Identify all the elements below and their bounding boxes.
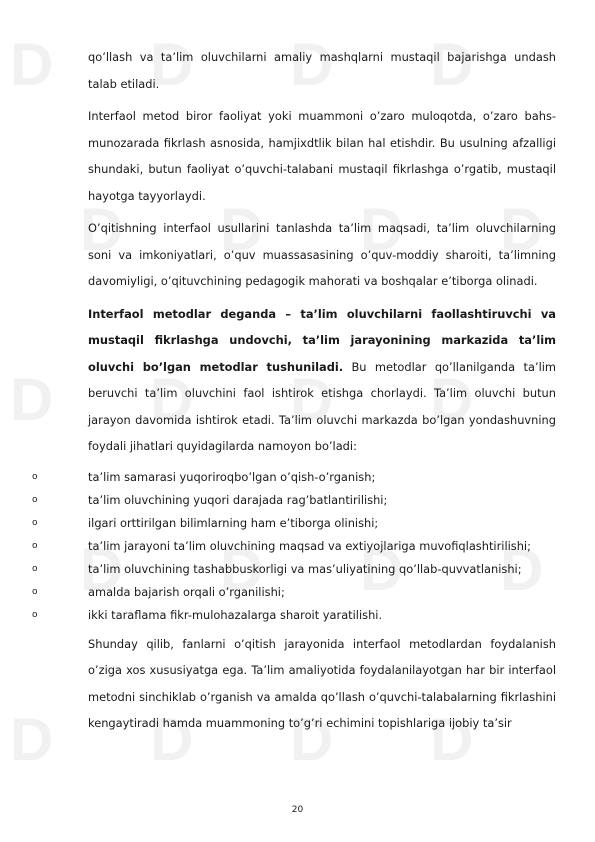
svg-text:D: D [80, 536, 124, 603]
svg-text:D: D [220, 536, 264, 603]
page-content [32, 44, 556, 743]
svg-text:D: D [80, 196, 124, 263]
bold-definition: Interfaol metodlar deganda – ta’lim oluvchilarni faollashtiruvchi va mustaqil fikrlashga undovchi, ta’lim jarayonining markazida ta’lim oluvchi bo’lgan metodlar tushuniladi. [88, 306, 556, 374]
paragraph-conclusion: Shunday qilib, fanlarni o’qitish jarayonida interfaol metodlardan foydalanish o’ziga xos xususiyatga ega. Ta’lim amaliyotida foydalanilayotgan har bir interfaol metodni sinchiklab o’rganish va amalda qo’llash o’quvchi-talabalarning fikrlashini kengaytiradi hamda muammoning to’g’ri echimini topishlariga ijobiy ta’sir [88, 636, 556, 730]
list-item: o amalda bajarish orqali o’rganilishi; [88, 581, 556, 604]
paragraph-interfaol-metodlar [88, 301, 556, 460]
bullet-icon: o [32, 494, 38, 505]
list-item: o ta’lim jarayoni ta’lim oluvchining maqsad va extiyojlariga muvofiqlashtirilishi; [88, 535, 556, 558]
bullet-icon: o [32, 586, 38, 597]
svg-text:D: D [430, 31, 474, 98]
paragraph-interfaol-definition: Interfaol metod biror faoliyat yoki muammoni o’zaro muloqotda, o’zaro bahs-munozarada fikrlash asnosida, hamjixdtlik bilan hal etishdir. Bu usulning afzalligi shundaki, butun faoliyat o’quvchi-talabani mustaqil fikrlashga o’rgatib, mustaqil hayotga tayyorlaydi. [88, 109, 556, 203]
list-item: o ikki taraflama fikr-mulohazalarga sharoit yaratilishi. [88, 604, 556, 627]
svg-text:D: D [10, 366, 54, 433]
list-item: o ta’lim oluvchining yuqori darajada rag’batlantirilishi; [88, 489, 556, 512]
svg-text:D: D [10, 706, 54, 773]
svg-text:D: D [290, 31, 334, 98]
svg-text:D: D [290, 366, 334, 433]
svg-text:D: D [150, 31, 194, 98]
definition-continuation: Bu metodlar qo’llanilganda ta’lim beruvchi ta’lim oluvchini faol ishtirok etishga chorlaydi. Ta’lim oluvchi butun jarayon davomida ishtirok etadi. Ta’lim oluvchi markazda bo’lgan yondashuvning foydali jihatlari quyidagilarda namoyon bo’ladi: [88, 359, 556, 453]
list-item: o ta’lim samarasi yuqoriroqbo’lgan o’qish-o’rganish; [88, 466, 556, 489]
svg-text:D: D [150, 706, 194, 773]
bullet-icon: o [32, 540, 38, 551]
svg-text:D: D [360, 536, 404, 603]
list-item: o ta’lim oluvchining tashabbuskorligi va mas’uliyatining qo’llab-quvvatlanishi; [88, 558, 556, 581]
bullet-icon: o [32, 517, 38, 528]
svg-text:D: D [220, 196, 264, 263]
svg-text:D: D [10, 31, 54, 98]
svg-text:D: D [430, 366, 474, 433]
svg-text:D: D [500, 196, 544, 263]
paragraph-method-selection: O’qitishning interfaol usullarini tanlashda ta’lim maqsadi, ta’lim oluvchilarning soni va imkoniyatlari, o’quv muassasasining o’quv-moddiy sharoiti, ta’limning davomiyligi, o’qituvchining pedagogik mahorati va boshqalar e’tiborga olinadi. [88, 221, 556, 288]
paragraph-continuation: qo’llash va ta’lim oluvchilarni amaliy mashqlarni mustaqil bajarishga undash talab etiladi. [88, 50, 556, 91]
bullet-icon: o [32, 609, 38, 620]
page-number: 20 [291, 805, 304, 815]
svg-text:D: D [290, 706, 334, 773]
svg-text:D: D [500, 536, 544, 603]
svg-text:D: D [150, 366, 194, 433]
list-item: o ilgari orttirilgan bilimlarning ham e’tiborga olinishi; [88, 512, 556, 535]
bullet-icon: o [32, 563, 38, 574]
svg-text:D: D [360, 196, 404, 263]
bullet-icon: o [32, 471, 38, 482]
svg-text:D: D [430, 706, 474, 773]
benefits-list [32, 466, 556, 627]
